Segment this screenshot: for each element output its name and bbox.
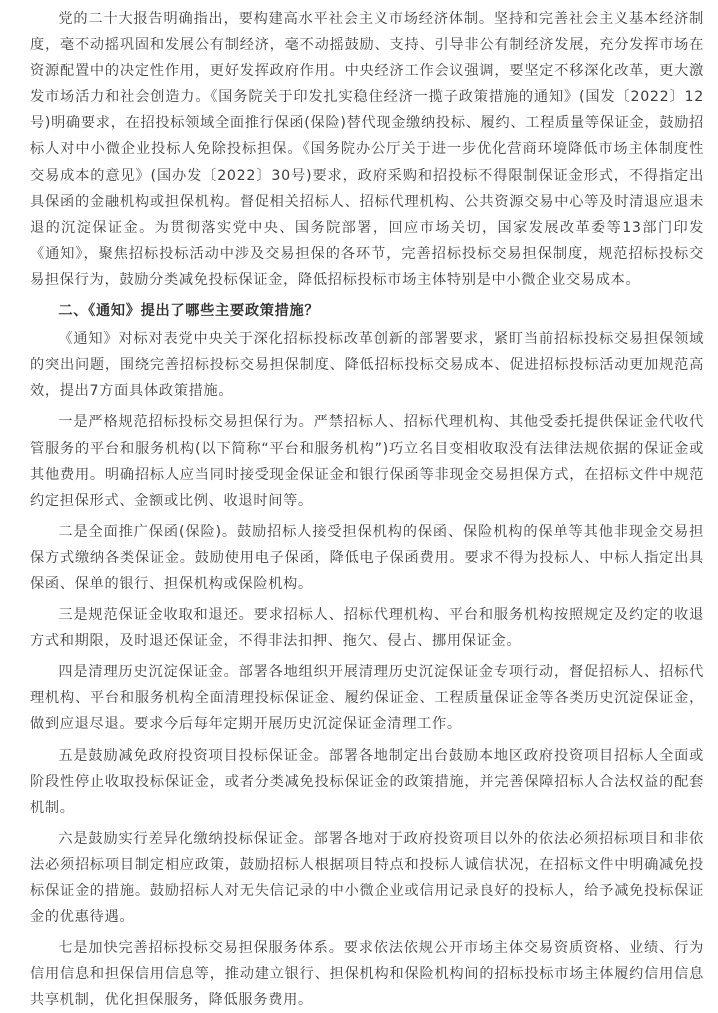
- section-paragraph-measure-2: 二是全面推广保函(保险)。鼓励招标人接受担保机构的保函、保险机构的保单等其他非现金交易担保方式缴纳各类保证金。鼓励使用电子保函，降低电子保函费用。要求不得为投标人、中标人指定出具保函、保单的银行、担保机构或保险机构。: [30, 523, 704, 592]
- section-paragraph-overview: 《通知》对标对表党中央关于深化招标投标改革创新的部署要求，紧盯当前招标投标交易担保领域的突出问题，围绕完善招标投标交易担保制度、降低招标投标交易成本、促进招标投标活动更加规范高效，提出7方面具体政策措施。: [30, 331, 704, 400]
- section-heading: 二、《通知》提出了哪些主要政策措施？: [58, 303, 320, 320]
- section-paragraph-measure-6: 六是鼓励实行差异化缴纳投标保证金。部署各地对于政府投资项目以外的依法必须招标项目和非依法必须招标项目制定相应政策，鼓励招标人根据项目特点和投标人诚信状况，在招标文件中明确减免投标保证金的措施。鼓励招标人对无失信记录的中小微企业或信用记录良好的投标人，给予减免投标保证金的优惠待遇。: [30, 830, 704, 926]
- section-paragraph-measure-3: 三是规范保证金收取和退还。要求招标人、招标代理机构、平台和服务机构按照规定及约定的收退方式和期限，及时退还保证金，不得非法扣押、拖欠、侵占、挪用保证金。: [30, 607, 704, 650]
- section-paragraph-measure-7: 七是加快完善招标投标交易担保服务体系。要求依法依规公开市场主体交易资质资格、业绩、行为信用信息和担保信用信息等，推动建立银行、担保机构和保险机构间的招标投标市场主体履约信用信息共享机制，优化担保服务，降低服务费用。: [30, 940, 704, 1009]
- section-paragraph-measure-1: 一是严格规范招标投标交易担保行为。严禁招标人、招标代理机构、其他受委托提供保证金代收代管服务的平台和服务机构(以下简称“平台和服务机构”)巧立名目变相收取没有法律法规依据的保证金或其他费用。明确招标人应当同时接受现金保证金和银行保函等非现金交易担保方式，在招标文件中规范约定担保形式、金额或比例、收退时间等。: [30, 414, 704, 509]
- section-paragraph-measure-4: 四是清理历史沉淀保证金。部署各地组织开展清理历史沉淀保证金专项行动，督促招标人、招标代理机构、平台和服务机构全面清理投标保证金、履约保证金、工程质量保证金等各类历史沉淀保证金，做到应退尽退。要求今后每年定期开展历史沉淀保证金清理工作。: [30, 664, 704, 733]
- section-paragraph-measure-5: 五是鼓励减免政府投资项目投标保证金。部署各地制定出台鼓励本地区政府投资项目招标人全面或阶段性停止收取投标保证金，或者分类减免投标保证金的政策措施，并完善保障招标人合法权益的配套机制。: [30, 747, 704, 816]
- intro-paragraph: 党的二十大报告明确指出，要构建高水平社会主义市场经济体制。坚持和完善社会主义基本经济制度，毫不动摇巩固和发展公有制经济，毫不动摇鼓励、支持、引导非公有制经济发展，充分发挥市场在资源配置中的决定性作用，更好发挥政府作用。中央经济工作会议强调，要坚定不移深化改革，更大激发市场活力和社会创造力。《国务院关于印发扎实稳住经济一揽子政策措施的通知》(国发〔2022〕12号)明确要求，在招投标领域全面推行保函(保险)替代现金缴纳投标、履约、工程质量等保证金，鼓励招标人对中小微企业投标人免除投标担保。《国务院办公厅关于进一步优化营商环境降低市场主体制度性交易成本的意见》(国办发〔2022〕30号)要求，政府采购和招投标不得限制保证金形式，不得指定出具保函的金融机构或担保机构。督促相关招标人、招标代理机构、公共资源交易中心等及时清退应退未退的沉淀保证金。为贯彻落实党中央、国务院部署，回应市场关切，国家发展改革委等13部门印发《通知》，聚焦招标投标活动中涉及交易担保的各环节，完善招标投标交易担保制度，规范招标投标交易担保行为，鼓励分类减免投标保证金，降低招标投标市场主体特别是中小微企业交易成本。: [30, 11, 704, 288]
